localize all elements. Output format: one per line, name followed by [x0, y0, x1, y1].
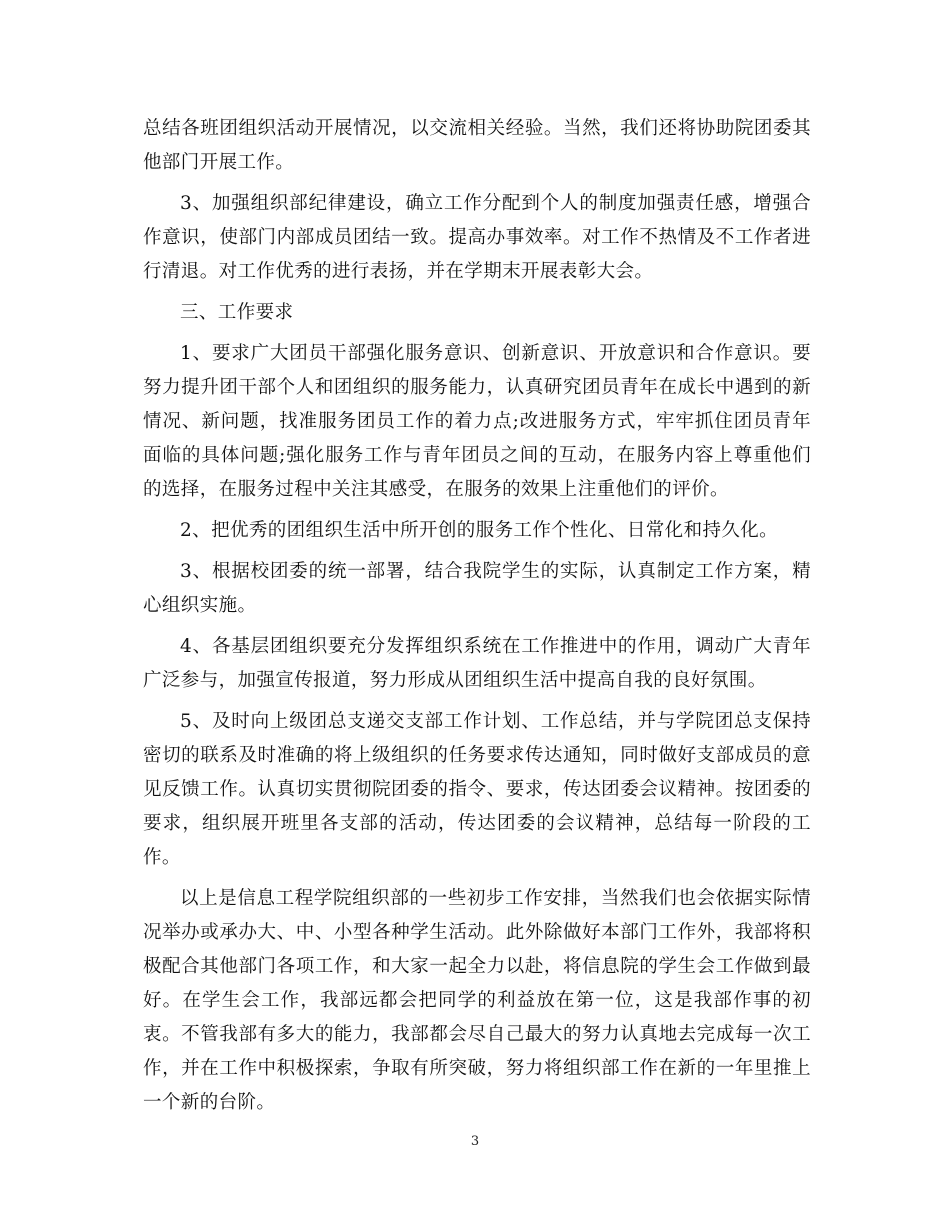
- paragraph-item-3-discipline: 3、加强组织部纪律建设，确立工作分配到个人的制度加强责任感，增强合作意识，使部门内部成员团结一致。提高办事效率。对工作不热情及不工作者进行清退。对工作优秀的进行表扬，并在学期末开展表彰大会。: [143, 193, 811, 282]
- paragraph-continuation: 总结各班团组织活动开展情况，以交流相关经验。当然，我们还将协助院团委其他部门开展工作。: [143, 118, 811, 173]
- paragraph-requirement-5: 5、及时向上级团总支递交支部工作计划、工作总结，并与学院团总支保持密切的联系及时准确的将上级组织的任务要求传达通知，同时做好支部成员的意见反馈工作。认真切实贯彻院团委的指令、要求，传达团委会议精神。按团委的要求，组织展开班里各支部的活动，传达团委的会议精神，总结每一阶段的工作。: [143, 711, 811, 868]
- paragraph-conclusion: 以上是信息工程学院组织部的一些初步工作安排，当然我们也会依据实际情况举办或承办大、中、小型各种学生活动。此外除做好本部门工作外，我部将积极配合其他部门各项工作，和大家一起全力以赴，将信息院的学生会工作做到最好。在学生会工作，我部远都会把同学的利益放在第一位，这是我部作事的初衷。不管我部有多大的能力，我部都会尽自己最大的努力认真地去完成每一次工作，并在工作中积极探索，争取有所突破，努力将组织部工作在新的一年里推上一个新的台阶。: [143, 888, 811, 1113]
- section-heading-work-requirements: 三、工作要求: [180, 302, 294, 323]
- paragraph-requirement-2: 2、把优秀的团组织生活中所开创的服务工作个性化、日常化和持久化。: [180, 520, 779, 541]
- page-number: 3: [470, 1134, 480, 1149]
- paragraph-requirement-1: 1、要求广大团员干部强化服务意识、创新意识、开放意识和合作意识。要努力提升团干部个人和团组织的服务能力，认真研究团员青年在成长中遇到的新情况、新问题，找准服务团员工作的着力点;改进服务方式，牢牢抓住团员青年面临的具体问题;强化服务工作与青年团员之间的互动，在服务内容上尊重他们的选择，在服务过程中关注其感受，在服务的效果上注重他们的评价。: [143, 343, 811, 500]
- paragraph-requirement-3: 3、根据校团委的统一部署，结合我院学生的实际，认真制定工作方案，精心组织实施。: [143, 561, 811, 616]
- paragraph-requirement-4: 4、各基层团组织要充分发挥组织系统在工作推进中的作用，调动广大青年广泛参与，加强宣传报道，努力形成从团组织生活中提高自我的良好氛围。: [143, 636, 811, 691]
- document-body: [143, 112, 811, 1127]
